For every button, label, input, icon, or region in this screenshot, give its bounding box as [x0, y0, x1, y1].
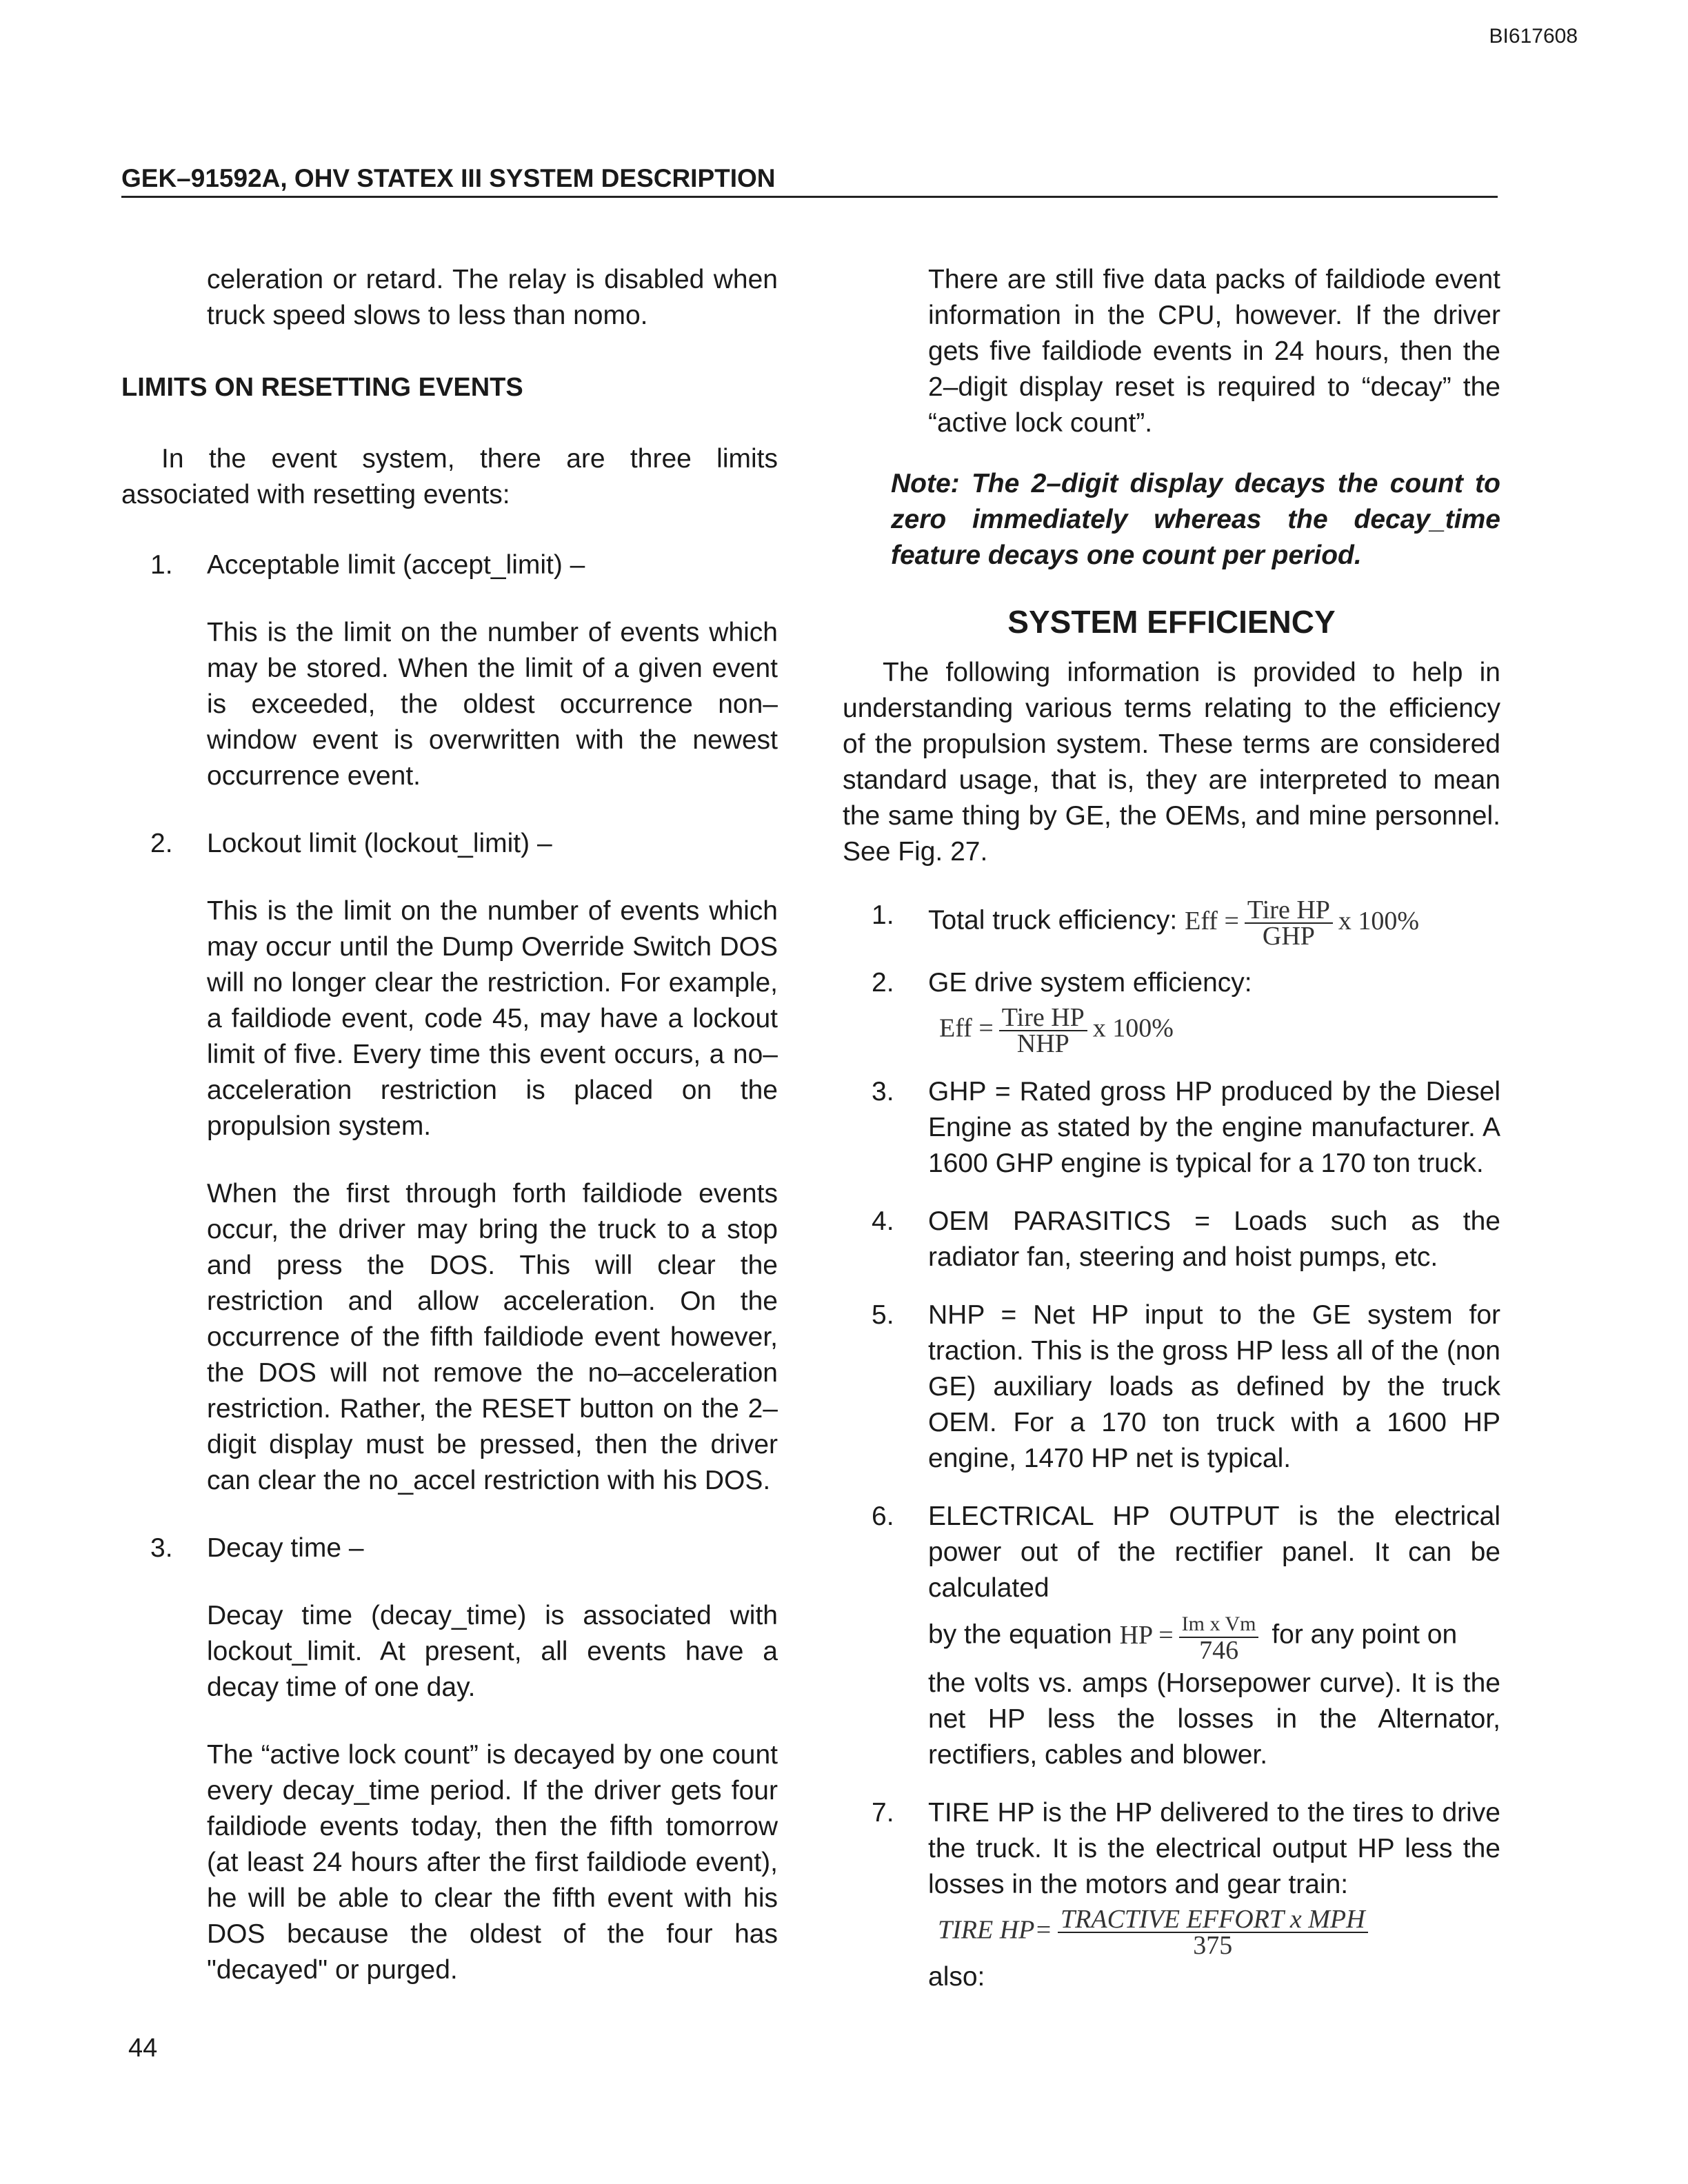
intro-paragraph: celeration or retard. The relay is disabled when truck speed slows to less than nomo.: [207, 265, 778, 330]
efficiency-paragraph: The following information is provided to help in understanding various terms relating to the efficiency of the propulsion system. These terms are considered standard usage, that is, they are interpreted to mean the same thing by GE, the OEMs, and mine personnel. See Fig. 27.: [843, 658, 1500, 867]
page-header: GEK–91592A, OHV STATEX III SYSTEM DESCRIPTION: [121, 164, 1498, 198]
equation-total-efficiency: [1185, 896, 1420, 951]
list-item-lockout-limit: [121, 826, 778, 1499]
equation-lhs: Eff =: [1185, 906, 1239, 936]
list-item-paragraph: Decay time (decay_time) is associated with lockout_limit. At present, all events have a decay time of one day.: [207, 1601, 778, 1702]
list-item-paragraph: When the first through forth faildiode events occur, the driver may bring the truck to a stop and press the DOS. This will clear the restriction and allow acceleration. On the occurrence of the fifth faildiode event however, the DOS will not remove the no–acceleration restriction. Rather, the RESET button on the 2–digit display must be pressed, then the driver can clear the no_accel restriction with his DOS.: [207, 1179, 778, 1495]
efficiency-item-electrical-hp: [843, 1499, 1500, 1773]
list-number: 7.: [872, 1798, 894, 1828]
list-number: 3.: [872, 1077, 894, 1106]
list-number: 2.: [150, 829, 173, 858]
continued-paragraph: There are still five data packs of faildiode event information in the CPU, however. If the driver gets five faildiode events in 24 hours, then the 2–digit display reset is required to “decay” the “active lock count”.: [928, 265, 1500, 438]
equation-tire-hp: [938, 1907, 1500, 1958]
fraction-numerator: Tire HP: [999, 1005, 1087, 1031]
efficiency-item-total: [843, 898, 1500, 949]
equation-line: [928, 1612, 1500, 1663]
equation-tail: x 100%: [1338, 906, 1420, 936]
item-text: TIRE HP is the HP delivered to the tires to drive the truck. It is the electrical output HP less the losses in the motors and gear train:: [928, 1798, 1500, 1899]
list-number: 6.: [872, 1502, 894, 1531]
list-item-paragraph: This is the limit on the number of events which may occur until the Dump Override Switch DOS will no longer clear the restriction. For example, a faildiode event, code 45, may have a lockout limit of five. Every time this event occurs, a no–acceleration restriction is placed on the propulsion system.: [207, 896, 778, 1141]
section-title-efficiency: SYSTEM EFFICIENCY: [1007, 604, 1336, 640]
item-text: GE drive system efficiency:: [928, 968, 1252, 998]
section-title-limits: LIMITS ON RESETTING EVENTS: [121, 373, 523, 402]
equation-lhs: TIRE HP=: [938, 1915, 1053, 1945]
efficiency-item-tire-hp: [843, 1795, 1500, 1995]
fraction-numerator: TRACTIVE EFFORT x MPH: [1058, 1907, 1368, 1933]
equation-fraction: [999, 1005, 1087, 1056]
fraction-denominator: 746: [1199, 1636, 1239, 1665]
list-number: 4.: [872, 1206, 894, 1236]
equation-fraction: [1179, 1612, 1259, 1663]
efficiency-item-parasitics: [843, 1204, 1500, 1275]
equation-lhs: Eff =: [939, 1013, 994, 1043]
equation-drive-efficiency: [939, 1005, 1500, 1056]
list-number: 3.: [150, 1533, 173, 1563]
list-item-title: Decay time –: [207, 1533, 364, 1563]
item-text: GHP = Rated gross HP produced by the Diesel Engine as stated by the engine manufacturer. A 1600 GHP engine is typical for a 170 ton truck.: [928, 1077, 1500, 1178]
limits-paragraph: In the event system, there are three limits associated with resetting events:: [121, 444, 778, 509]
fraction-numerator: Im x Vm: [1179, 1612, 1259, 1638]
item-text: NHP = Net HP input to the GE system for traction. This is the gross HP less all of the (non GE) auxiliary loads as defined by the truck OEM. For a 170 ton truck with a 1600 HP engine, 1470 HP net is typical.: [928, 1300, 1500, 1473]
list-item-accept-limit: [121, 547, 778, 794]
list-item-title: Lockout limit (lockout_limit) –: [207, 829, 552, 858]
item-text: the volts vs. amps (Horsepower curve). It is the net HP less the losses in the Alternator, rectifiers, cables and blower.: [928, 1668, 1500, 1770]
equation-lhs: HP =: [1119, 1620, 1174, 1650]
list-item-paragraph: The “active lock count” is decayed by one count every decay_time period. If the driver gets four faildiode events today, then the fifth tomorrow (at least 24 hours after the first faildiode event), he will be able to clear the fifth event with his DOS because the oldest of the four has "decayed" or purged.: [207, 1740, 778, 1985]
list-number: 2.: [872, 968, 894, 998]
equation-fraction: [1245, 898, 1333, 949]
list-item-paragraph: This is the limit on the number of events which may be stored. When the limit of a given event is exceeded, the oldest occurrence non–window event is overwritten with the newest occurrence event.: [207, 618, 778, 791]
equation-tail: x 100%: [1092, 1013, 1174, 1043]
left-column: [121, 262, 778, 1988]
list-number: 5.: [872, 1300, 894, 1330]
fraction-denominator: NHP: [1016, 1029, 1069, 1058]
fraction-denominator: 375: [1193, 1931, 1233, 1960]
item-text: ELECTRICAL HP OUTPUT is the electrical power out of the rectifier panel. It can be calculated: [928, 1502, 1500, 1603]
efficiency-item-drive: [843, 965, 1500, 1056]
list-item-title: Acceptable limit (accept_limit) –: [207, 550, 585, 580]
item-text: also:: [928, 1962, 985, 1992]
equation-electrical-hp: [1119, 1612, 1265, 1665]
item-text: OEM PARASITICS = Loads such as the radiator fan, steering and hoist pumps, etc.: [928, 1206, 1500, 1272]
right-column: [843, 262, 1500, 1995]
item-text: for any point on: [1272, 1619, 1458, 1650]
item-text: by the equation: [928, 1619, 1112, 1650]
item-text: Total truck efficiency:: [928, 905, 1178, 936]
efficiency-item-nhp: [843, 1297, 1500, 1477]
note-text: Note: The 2–digit display decays the count to zero immediately whereas the decay_time feature decays one count per period.: [891, 469, 1500, 570]
list-item-decay-time: [121, 1530, 778, 1988]
document-id: BI617608: [1489, 25, 1578, 48]
efficiency-item-ghp: [843, 1074, 1500, 1182]
fraction-denominator: GHP: [1262, 922, 1315, 951]
fraction-numerator: Tire HP: [1245, 898, 1333, 924]
list-number: 1.: [150, 550, 173, 580]
list-number: 1.: [872, 900, 894, 930]
equation-fraction: [1058, 1907, 1368, 1958]
page-number: 44: [128, 2034, 158, 2063]
